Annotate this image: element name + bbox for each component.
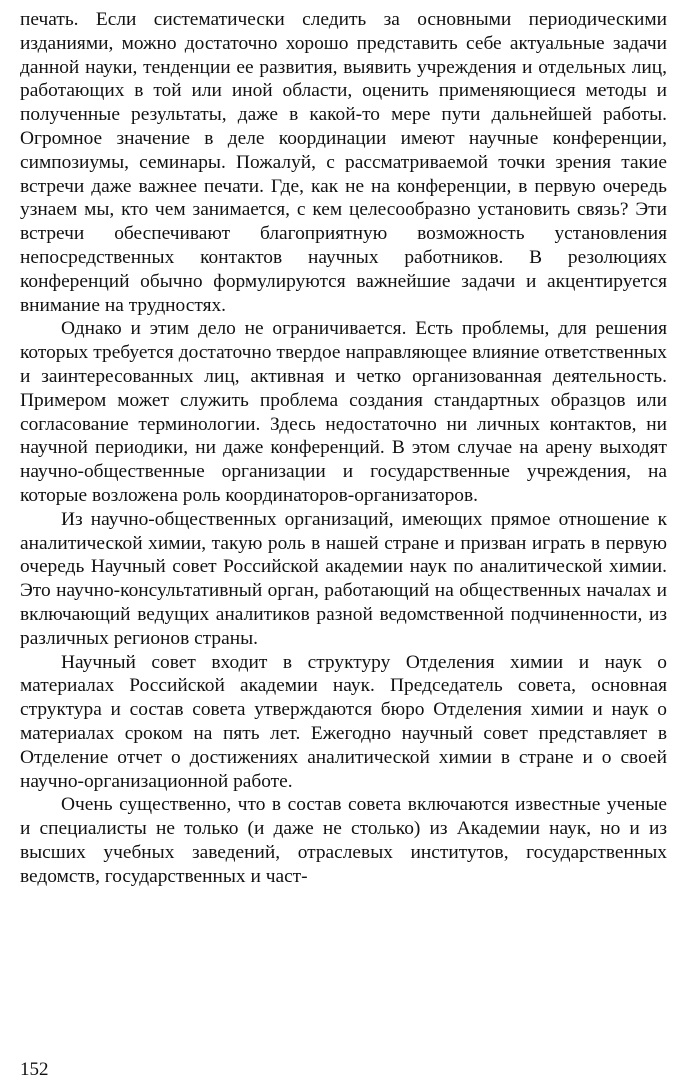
paragraph-5: Очень существенно, что в состав совета включаются известные ученые и специалисты не только (и даже не столько) из Академии наук, но и из высших учебных заведений, отраслевых институтов, государственных ведомств, государственных и част- [20,794,667,887]
paragraph-2: Однако и этим дело не ограничивается. Есть проблемы, для решения которых требуется достаточно твердое направляющее влияние ответственных и заинтересованных лиц, активная и четко организованная деятельность. Примером может служить проблема создания стандартных образцов или согласование терминологии. Здесь недостаточно ни личных контактов, ни научной периодики, ни даже конференций. В этом случае на арену выходят научно-общественные организации и государственные учреждения, на которые возложена роль координаторов-организаторов. [20,318,667,506]
page-text-block [20,8,667,888]
paragraph-1: печать. Если систематически следить за основными периодическими изданиями, можно достаточно хорошо представить себе актуальные задачи данной науки, тенденции ее развития, выявить учреждения и отдельных лиц, работающих в той или иной области, оценить применяющиеся методы и полученные результаты, даже в какой-то мере пути дальнейшей работы. Огромное значение в деле координации имеют научные конференции, симпозиумы, семинары. Пожалуй, с рассматриваемой точки зрения такие встречи даже важнее печати. Где, как не на конференции, в первую очередь узнаем мы, кто чем занимается, с кем целесообразно установить связь? Эти встречи обеспечивают благоприятную возможность установления непосредственных контактов научных работников. В резолюциях конференций обычно формулируются важнейшие задачи и акцентируется внимание на трудностях. [20,9,667,316]
paragraph-4: Научный совет входит в структуру Отделения химии и наук о материалах Российской академии наук. Председатель совета, основная структура и состав совета утверждаются бюро Отделения химии и наук о материалах сроком на пять лет. Ежегодно научный совет представляет в Отделение отчет о достижениях аналитической химии в стране и о своей научно-организационной работе. [20,651,667,792]
page-number: 152 [20,1059,49,1080]
paragraph-3: Из научно-общественных организаций, имеющих прямое отношение к аналитической химии, такую роль в нашей стране и призван играть в первую очередь Научный совет Российской академии наук по аналитической химии. Это научно-консультативный орган, работающий на общественных началах и включающий ведущих аналитиков разной ведомственной подчиненности, из различных регионов страны. [20,508,667,649]
